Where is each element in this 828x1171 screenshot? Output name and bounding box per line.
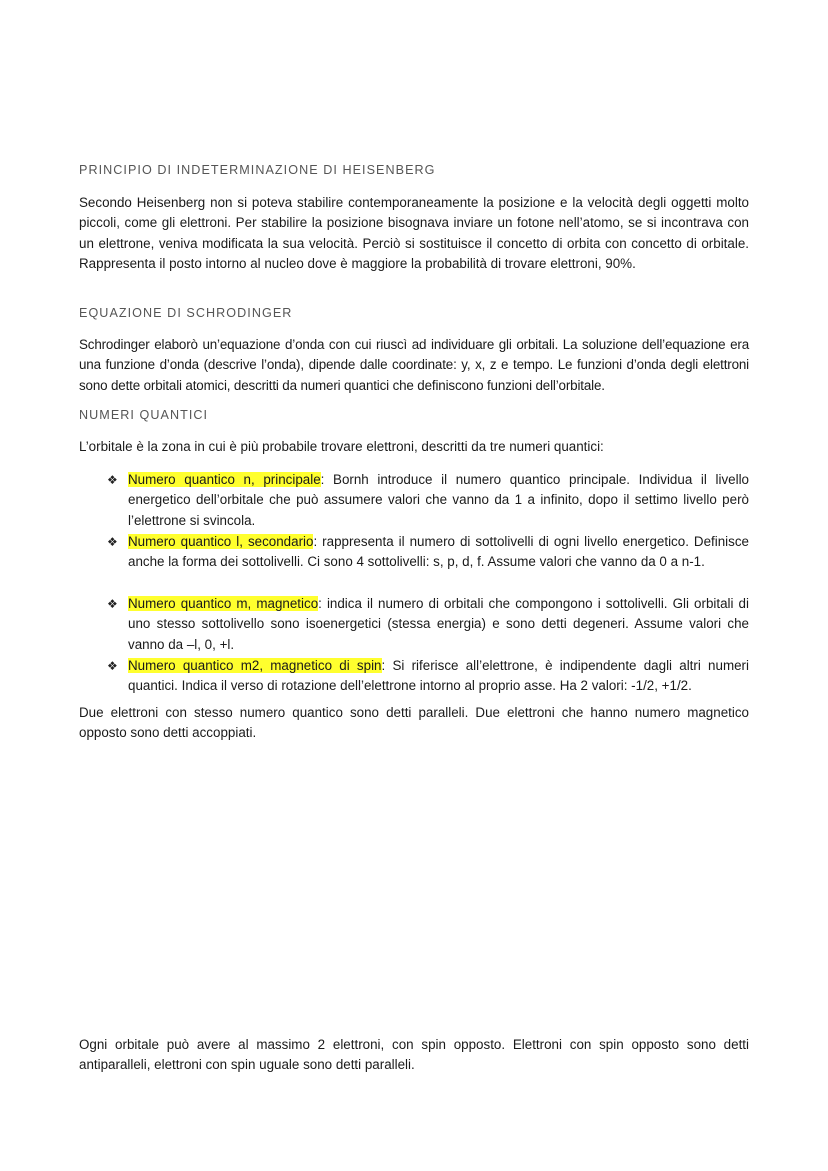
highlighted-term: Numero quantico m, magnetico bbox=[128, 596, 319, 611]
paragraph-schrodinger: Schrodinger elaborò un’equazione d’onda con cui riuscì ad individuare gli orbitali. La soluzione dell’equazione era una funzione d’onda (descrive l’onda), dipende dalle coordinate: y, x, z e tempo. Le funzioni d’onda degli elettroni sono dette orbitali atomici, descritti da numeri quantici che definiscono funzioni dell’orbitale. bbox=[79, 337, 749, 393]
list-item bbox=[107, 470, 749, 532]
list-item-text: : Bornh introduce il numero quantico principale. Individua il livello energetico dell’orbitale che può assumere valori che vanno da 1 a infinito, dopo il settimo livello però l’elettrone si svincola. bbox=[128, 472, 749, 528]
diamond-bullet-icon: ❖ bbox=[107, 473, 118, 487]
paragraph-footer: Ogni orbitale può avere al massimo 2 elettroni, con spin opposto. Elettroni con spin opposto sono detti antiparalleli, elettroni con spin uguale sono detti paralleli. bbox=[79, 1037, 749, 1073]
document-page bbox=[79, 0, 749, 1171]
list-item bbox=[107, 532, 749, 594]
heading-heisenberg: PRINCIPIO DI INDETERMINAZIONE DI HEISENBERG bbox=[79, 163, 436, 177]
heading-numeri-quantici: NUMERI QUANTICI bbox=[79, 408, 209, 422]
paragraph-quantici-intro: L’orbitale è la zona in cui è più probabile trovare elettroni, descritti da tre numeri quantici: bbox=[79, 439, 604, 454]
quantum-numbers-list bbox=[107, 470, 749, 698]
list-item-text: : indica il numero di orbitali che compongono i sottolivelli. Gli orbitali di uno stesso sottolivello sono isoenergetici (stessa energia) e sono detti degeneri. Assume valori che vanno da –l, 0, +l. bbox=[128, 596, 749, 652]
diamond-bullet-icon: ❖ bbox=[107, 659, 118, 673]
list-item bbox=[107, 656, 749, 698]
highlighted-term: Numero quantico m2, magnetico di spin bbox=[128, 658, 382, 673]
paragraph-quantici-closing: Due elettroni con stesso numero quantico sono detti paralleli. Due elettroni che hanno numero magnetico opposto sono detti accoppiati. bbox=[79, 705, 749, 741]
heading-schrodinger: EQUAZIONE DI SCHRODINGER bbox=[79, 306, 293, 320]
list-item bbox=[107, 594, 749, 656]
paragraph-heisenberg: Secondo Heisenberg non si poteva stabilire contemporaneamente la posizione e la velocità degli oggetti molto piccoli, come gli elettroni. Per stabilire la posizione bisognava inviare un fotone nell’atomo, se si incontrava con un elettrone, veniva modificata la sua velocità. Perciò si sostituisce il concetto di orbita con concetto di orbitale. Rappresenta il posto intorno al nucleo dove è maggiore la probabilità di trovare elettroni, 90%. bbox=[79, 195, 749, 272]
list-item-text: : rappresenta il numero di sottolivelli di ogni livello energetico. Definisce anche la forma dei sottolivelli. Ci sono 4 sottolivelli: s, p, d, f. Assume valori che vanno da 0 a n-1. bbox=[128, 534, 749, 570]
highlighted-term: Numero quantico l, secondario bbox=[128, 534, 314, 549]
diamond-bullet-icon: ❖ bbox=[107, 597, 118, 611]
highlighted-term: Numero quantico n, principale bbox=[128, 472, 321, 487]
diamond-bullet-icon: ❖ bbox=[107, 535, 118, 549]
list-item-text: : Si riferisce all’elettrone, è indipendente dagli altri numeri quantici. Indica il verso di rotazione dell’elettrone intorno al proprio asse. Ha 2 valori: -1/2, +1/2. bbox=[128, 658, 749, 694]
